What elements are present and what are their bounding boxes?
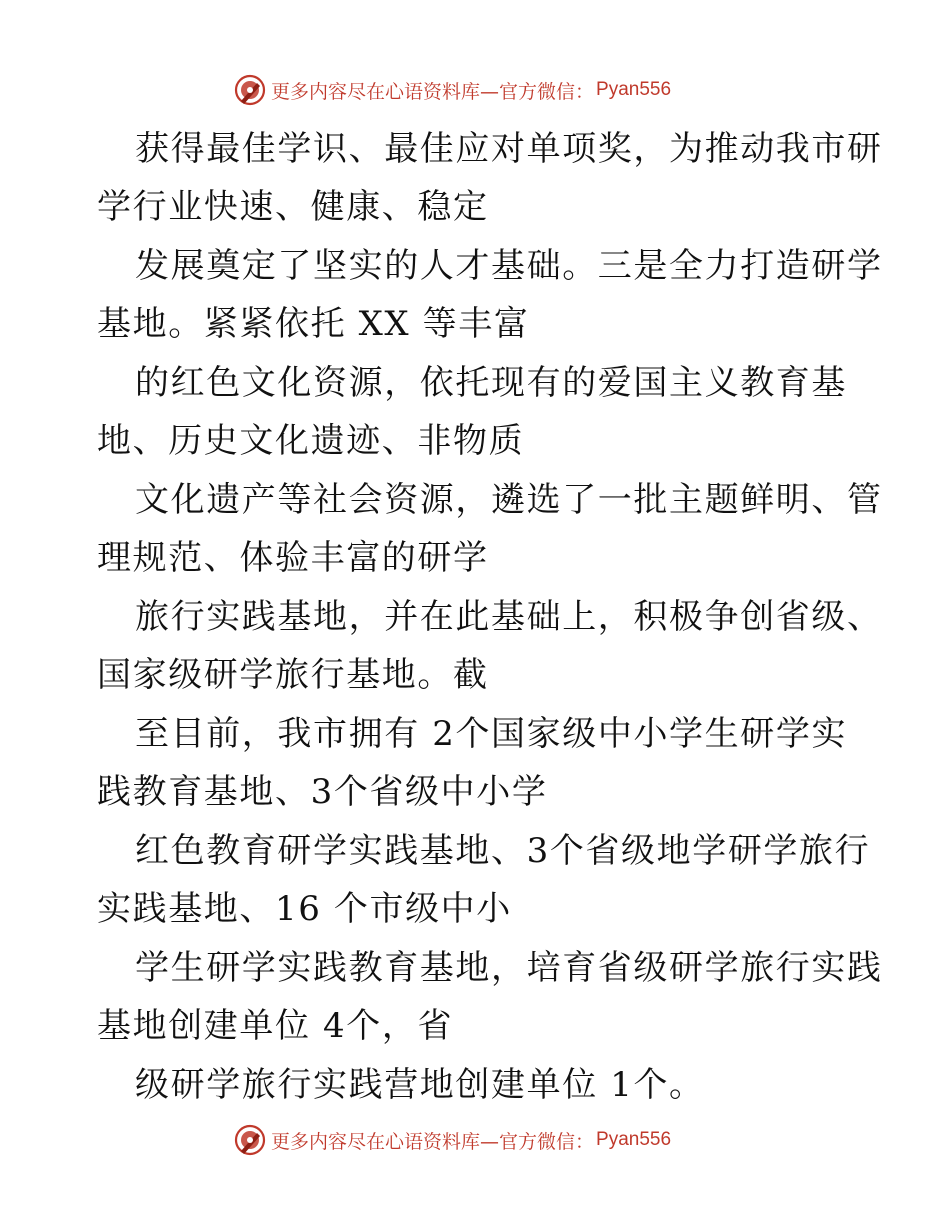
watermark-handle: Pyan556 [596, 79, 672, 100]
text-line: 践教育基地、3个省级中小学 [97, 772, 548, 812]
pen-circle-logo-icon [233, 1123, 267, 1157]
text-line: 理规范、体验丰富的研学 [97, 538, 489, 578]
text-line: 基地创建单位 4个，省 [97, 1006, 454, 1046]
text-line: 级研学旅行实践营地创建单位 1个。 [135, 1065, 705, 1105]
text-line: 地、历史文化遗迹、非物质 [97, 421, 525, 461]
text-line: 国家级研学旅行基地。截 [97, 655, 489, 695]
text-line: 至目前，我市拥有 2个国家级中小学生研学实 [135, 714, 848, 754]
text-line: 学生研学实践教育基地，培育省级研学旅行实践 [135, 948, 883, 988]
watermark-text: 更多内容尽在心语资料库—官方微信： [271, 1130, 595, 1153]
watermark-text: 更多内容尽在心语资料库—官方微信： [271, 80, 595, 103]
footer-watermark [233, 1122, 671, 1158]
header-watermark [233, 72, 671, 108]
text-line: 发展奠定了坚实的人才基础。三是全力打造研学 [135, 246, 883, 286]
text-line: 旅行实践基地，并在此基础上，积极争创省级、 [135, 597, 883, 637]
text-line: 学行业快速、健康、稳定 [97, 187, 489, 227]
text-line: 红色教育研学实践基地、3个省级地学研学旅行 [135, 831, 871, 871]
text-line: 获得最佳学识、最佳应对单项奖，为推动我市研 [135, 129, 883, 169]
text-line: 的红色文化资源，依托现有的爱国主义教育基 [135, 363, 847, 403]
text-line: 实践基地、16 个市级中小 [97, 889, 512, 929]
text-line: 文化遗产等社会资源，遴选了一批主题鲜明、管 [135, 480, 883, 520]
pen-circle-logo-icon [233, 73, 267, 107]
watermark-handle: Pyan556 [596, 1129, 672, 1150]
text-line: 基地。紧紧依托 XX 等丰富 [97, 304, 530, 344]
